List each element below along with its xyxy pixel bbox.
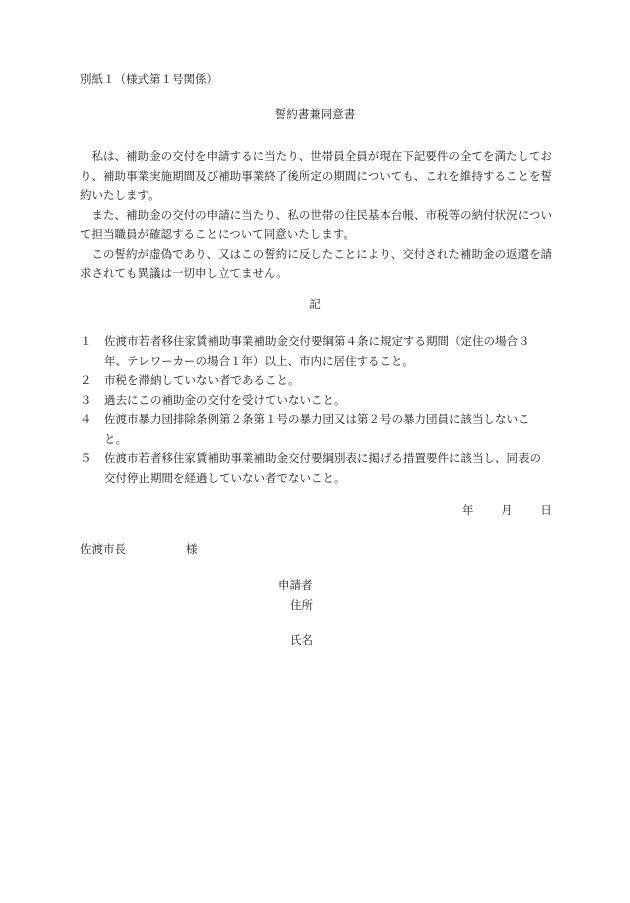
addressee-honorific: 様 (186, 542, 198, 556)
form-reference: 別紙１（様式第１号関係） (80, 72, 218, 86)
date-line (462, 502, 552, 518)
date-month: 月 (501, 503, 513, 517)
refund-paragraph: この誓約が虚偽であり、又はこの誓約に反したことにより、交付された補助金の返還を請求されても異議は一切申し立てません。 (80, 246, 552, 280)
item-text: 佐渡市暴力団排除条例第２条第１号の暴力団又は第２号の暴力団員に該当しないこと。 (104, 412, 530, 446)
item-text: 佐渡市若者移住家賃補助事業補助金交付要綱別表に掲げる措置要件に該当し、同表の交付停止期間を経過していない者でないこと。 (104, 451, 541, 485)
address-label: 住所 (290, 598, 313, 612)
consent-paragraph: また、補助金の交付の申請に当たり、私の世帯の住民基本台帳、市税等の納付状況について担当職員が確認することについて同意いたします。 (80, 207, 552, 241)
name-label: 氏名 (290, 633, 313, 647)
item-number: ５ (80, 451, 92, 465)
pledge-paragraph: 私は、補助金の交付を申請するに当たり、世帯員全員が現在下記要件の全てを満たしており、補助事業実施期間及び補助事業終了後所定の期間についても、これを維持することを誓約いたします。 (80, 149, 552, 202)
item-number: ４ (80, 412, 92, 426)
list-item (80, 391, 552, 411)
list-item (80, 449, 552, 488)
addressee (80, 541, 198, 557)
item-number: ３ (80, 392, 92, 407)
date-day: 日 (540, 503, 552, 517)
date-year: 年 (462, 503, 474, 517)
addressee-name: 佐渡市長 (80, 542, 126, 556)
document-title: 誓約書兼同意書 (274, 107, 356, 121)
requirements-list (80, 332, 552, 488)
item-number: １ (80, 334, 92, 348)
list-item (80, 332, 552, 371)
ki-heading: 記 (309, 297, 321, 311)
item-number: ２ (80, 373, 92, 387)
item-text: 佐渡市若者移住家賃補助事業補助金交付要綱第４条に規定する期間（定住の場合３年、テレワーカーの場合１年）以上、市内に居住すること。 (104, 334, 530, 368)
pledge-paragraphs (80, 147, 552, 284)
list-item (80, 371, 552, 391)
item-text: 市税を滞納していない者であること。 (104, 373, 300, 387)
item-text: 過去にこの補助金の交付を受けていないこと。 (104, 392, 346, 407)
applicant-heading: 申請者 (278, 578, 313, 592)
list-item (80, 410, 552, 449)
